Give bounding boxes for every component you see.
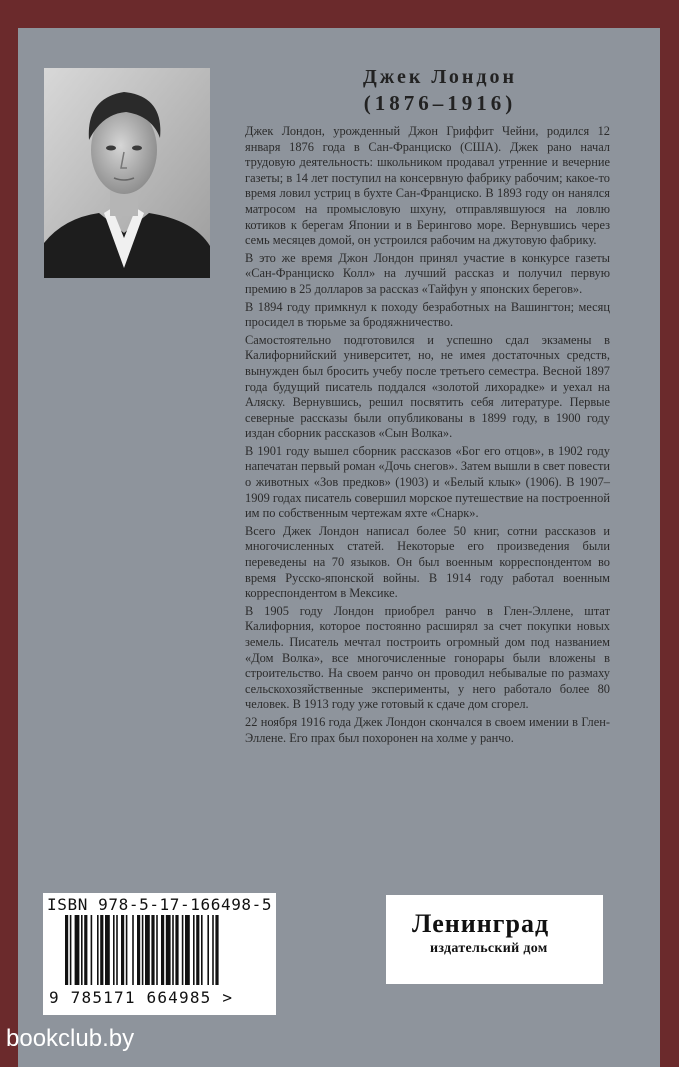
barcode-bar xyxy=(196,915,199,985)
portrait-image xyxy=(44,68,210,278)
barcode-bar xyxy=(121,915,124,985)
barcode-bar xyxy=(215,915,218,985)
barcode-bar xyxy=(193,915,195,985)
biography-text xyxy=(245,124,610,748)
barcode-bar xyxy=(105,915,110,985)
barcode-bar xyxy=(65,915,68,985)
barcode-bar xyxy=(142,915,144,985)
barcode-bar xyxy=(70,915,72,985)
barcode-bar xyxy=(84,915,87,985)
barcode-bar xyxy=(207,915,209,985)
bio-paragraph: 22 ноября 1916 года Джек Лондон скончался в своем имении в Глен-Эллене. Его прах был похоронен на холме у ранчо. xyxy=(245,714,610,745)
bio-paragraph: В 1905 году Лондон приобрел ранчо в Глен-Эллене, штат Калифорния, которое постоянно расширял за счет покупки новых земель. Писатель мечтал построить огромный дом под названием «Дом Волка», все многочисленные гонорары были вложены в строительство. На своем ранчо он проводил небывалые по размаху сельскохозяйственные эксперименты, у него работало более 80 человек. В 1913 году уже готовый к сдаче дом сгорел. xyxy=(245,603,610,712)
barcode-bar xyxy=(100,915,103,985)
barcode-bar xyxy=(161,915,164,985)
barcode-bar xyxy=(145,915,150,985)
publisher-name: Ленинград xyxy=(412,909,550,938)
barcode-bar xyxy=(75,915,80,985)
barcode-bar xyxy=(81,915,83,985)
bio-paragraph: В это же время Джон Лондон принял участие в конкурсе газеты «Сан-Франциско Колл» на лучший рассказ и получил первую премию в 25 долларов за рассказ «Тайфун у японских берегов». xyxy=(245,250,610,296)
isbn-digits: 9 785171 664985 > xyxy=(49,988,234,1007)
barcode-bar xyxy=(126,915,128,985)
barcode-bar xyxy=(175,915,178,985)
barcode-bar xyxy=(166,915,171,985)
barcode-bar xyxy=(156,915,158,985)
barcode-bar xyxy=(185,915,190,985)
barcode-bar xyxy=(151,915,154,985)
publisher-logo xyxy=(386,895,603,984)
barcode-bar xyxy=(97,915,99,985)
barcode-bar xyxy=(212,915,214,985)
barcode-bar xyxy=(113,915,115,985)
barcode-image xyxy=(65,915,271,985)
author-heading xyxy=(230,64,650,116)
watermark-text: bookclub.by xyxy=(6,1025,135,1052)
author-name: Джек Лондон xyxy=(363,66,517,88)
bio-paragraph: В 1894 году примкнул к походу безработных на Вашингтон; месяц просидел в тюрьме за бродяжничество. xyxy=(245,299,610,330)
bio-paragraph: В 1901 году вышел сборник рассказов «Бог его отцов», в 1902 году напечатан первый роман «Дочь снегов». Затем вышли в свет повести о животных «Зов предков» (1903) и «Белый клык» (1906). В 1907–1909 годах писатель совершил морское путешествие на построенной им по собственным чертежам яхте «Снарк». xyxy=(245,443,610,521)
bio-paragraph: Всего Джек Лондон написал более 50 книг, сотни рассказов и многочисленных статей. Некоторые его произведения были переведены на 70 языков. Он был военным корреспондентом во время Русско-японской войны. В 1914 году работал военным корреспондентом в Мексике. xyxy=(245,523,610,601)
barcode-bar xyxy=(137,915,140,985)
barcode-bar xyxy=(132,915,134,985)
barcode-bar xyxy=(201,915,203,985)
barcode-bar xyxy=(116,915,118,985)
isbn-barcode-block xyxy=(43,893,276,1015)
isbn-label: ISBN 978-5-17-166498-5 xyxy=(47,895,273,914)
publisher-subtitle: издательский дом xyxy=(430,941,548,956)
barcode-bar xyxy=(172,915,174,985)
bio-paragraph: Джек Лондон, урожденный Джон Гриффит Чейни, родился 12 января 1876 года в Сан-Франциско (США). Джек рано начал трудовую деятельность: школьником продавал утренние и вечерние газеты; в 14 лет поступил на консервную фабрику рабочим; какое-то время ловил устриц в бухте Сан-Франциско. В 1893 году он нанялся матросом на промысловую шхуну, отправлявшуюся на ловлю котиков к берегам Японии и в Берингово море. Вернувшись через семь месяцев домой, он устроился рабочим на джутовую фабрику. xyxy=(245,124,610,248)
barcode-bar xyxy=(182,915,184,985)
bio-paragraph: Самостоятельно подготовился и успешно сдал экзамены в Калифорнийский университет, но, не имея достаточных средств, вынужден был бросить учебу после третьего семестра. Весной 1897 года будущий писатель поддался «золотой лихорадке» и уехал на Аляску. Вернувшись, решил посвятить себя литературе. Первые северные рассказы были опубликованы в 1899 году, в 1900 году издан сборник рассказов «Сын Волка». xyxy=(245,332,610,441)
author-portrait xyxy=(44,68,210,278)
author-dates: (1876–1916) xyxy=(363,91,517,115)
barcode-bar xyxy=(91,915,93,985)
